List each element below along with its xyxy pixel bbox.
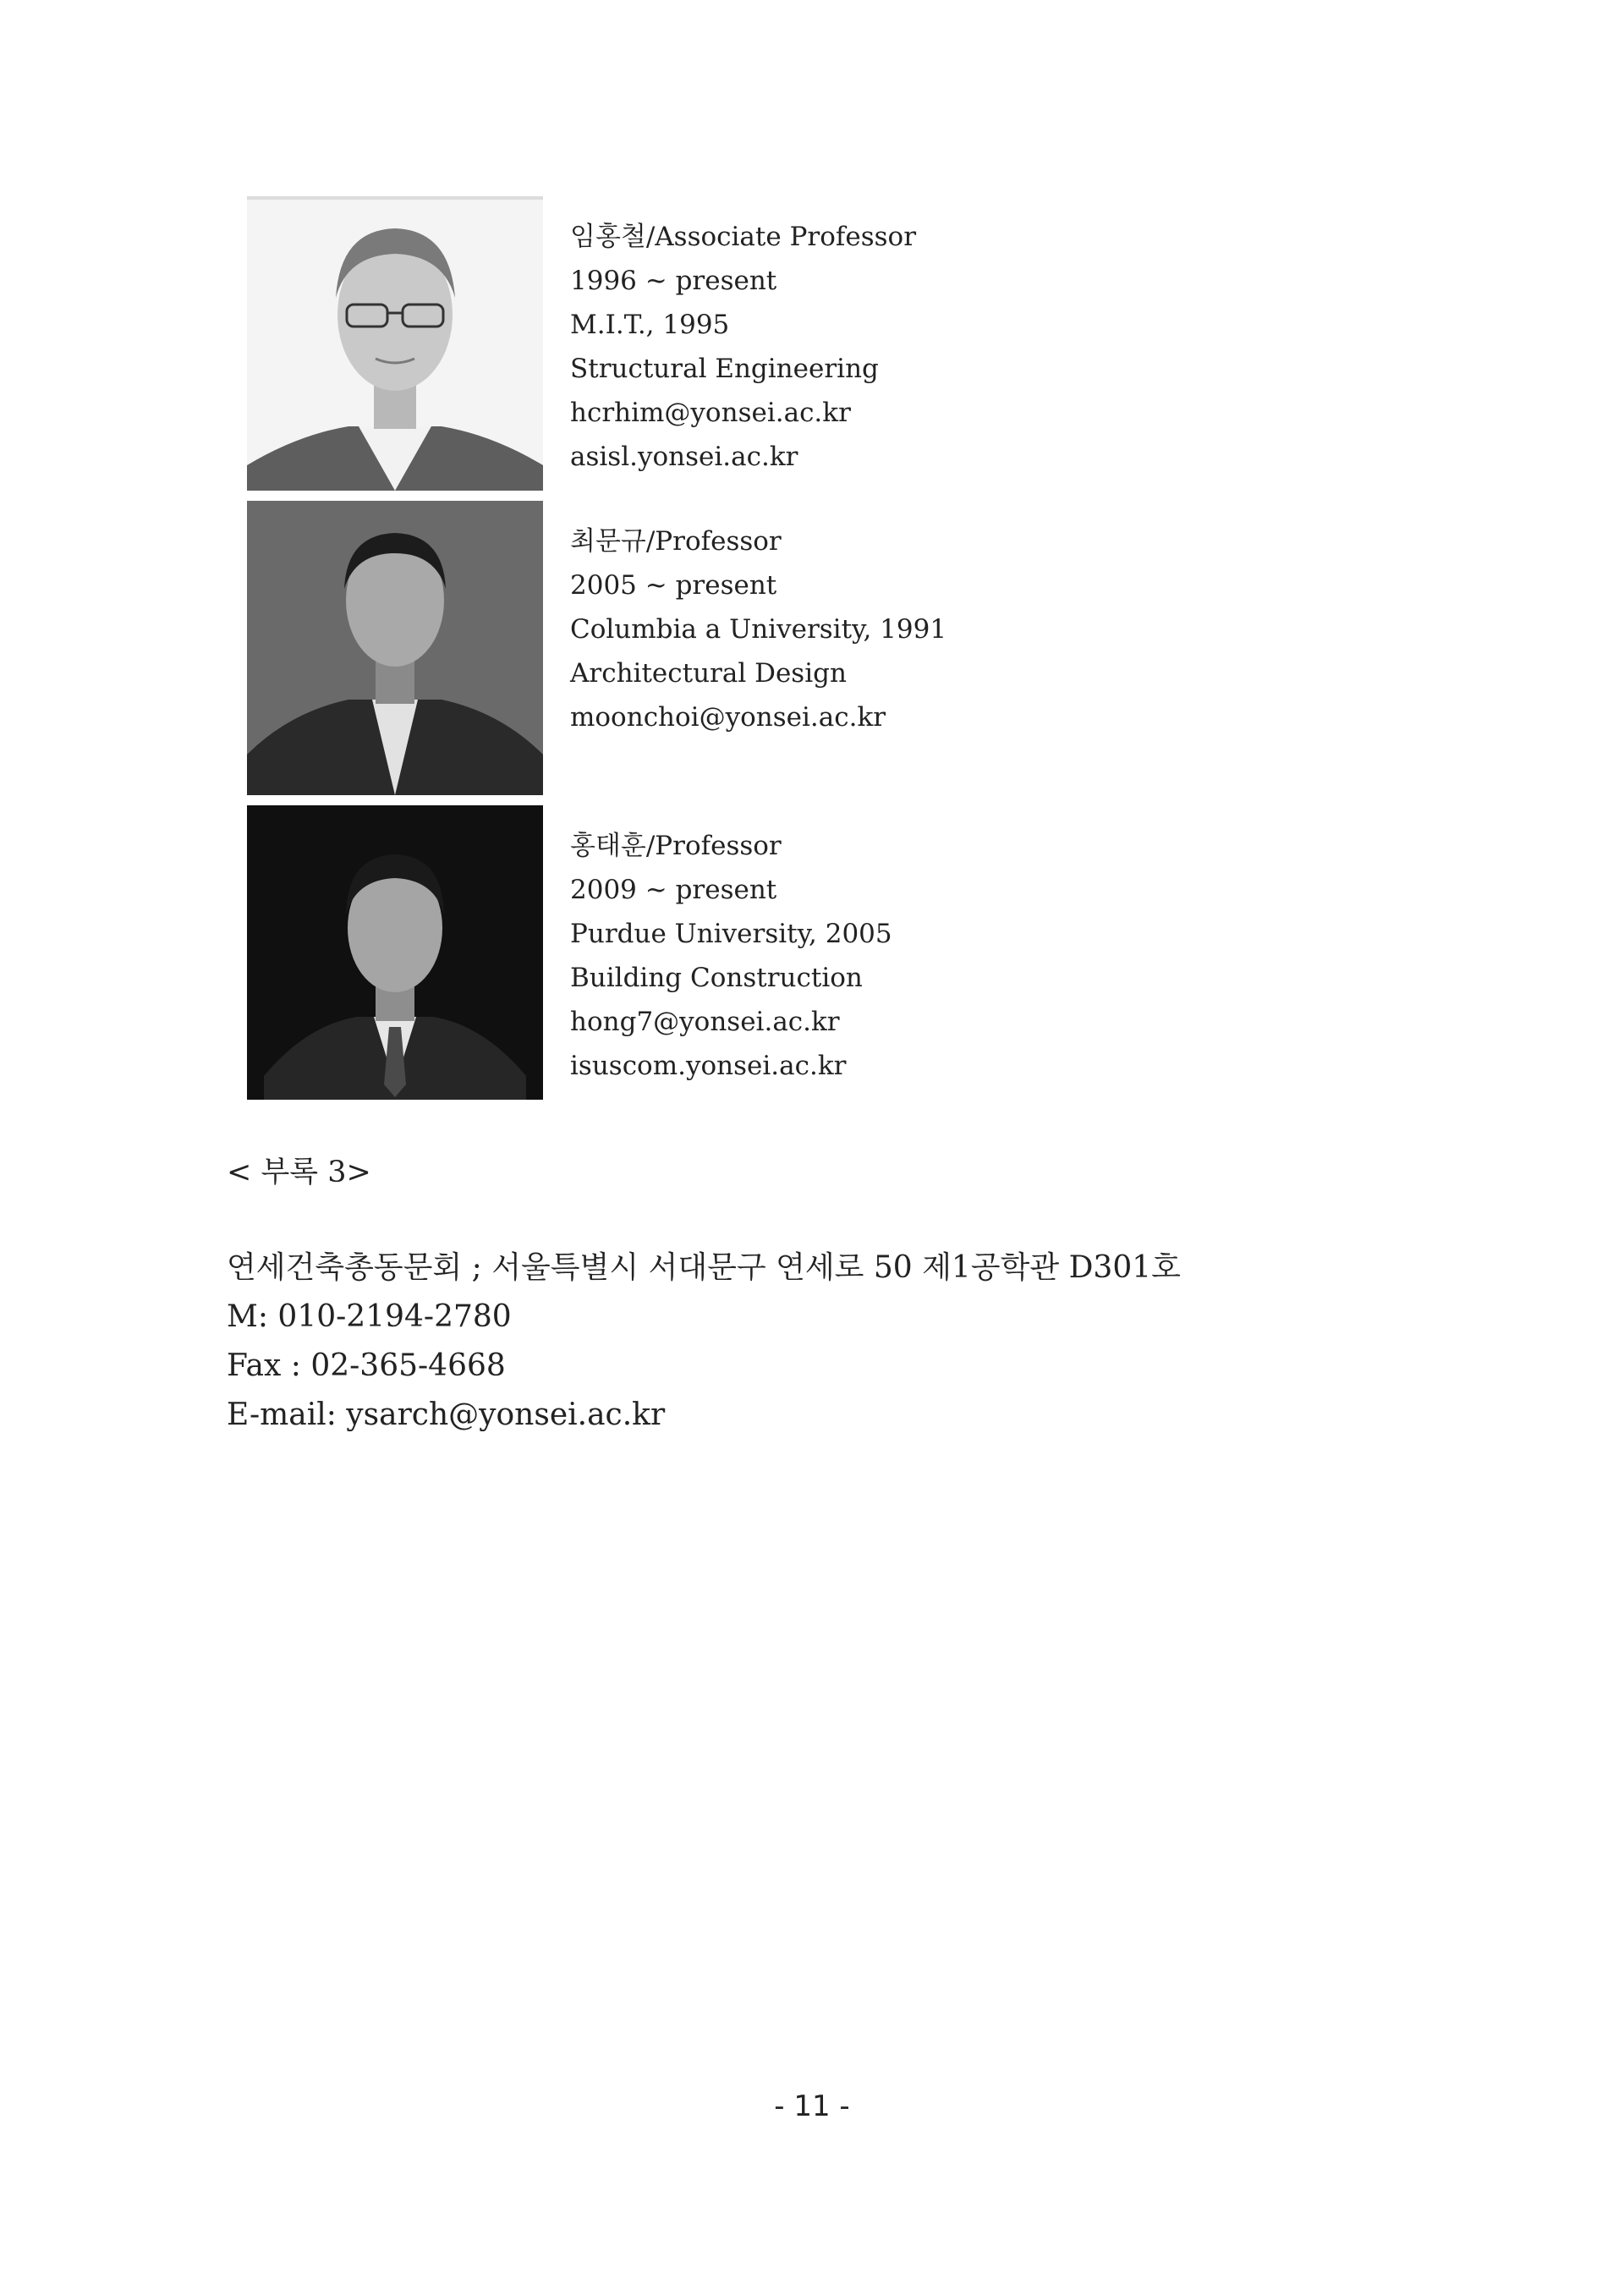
contact-email[interactable]: E-mail: ysarch@yonsei.ac.kr <box>227 1397 666 1432</box>
contact-address: 연세건축총동문회 ; 서울특별시 서대문구 연세로 50 제1공학관 D301호 <box>227 1250 1181 1285</box>
faculty-photo <box>247 805 543 1100</box>
faculty-entry <box>247 805 1431 1106</box>
faculty-period: 2009 ~ present <box>570 875 777 905</box>
page-number: - 11 - <box>774 2089 850 2123</box>
faculty-name-title: 최문규/Professor <box>570 526 782 557</box>
faculty-education: Purdue University, 2005 <box>570 919 892 949</box>
faculty-email[interactable]: hong7@yonsei.ac.kr <box>570 1007 840 1037</box>
faculty-website[interactable]: isuscom.yonsei.ac.kr <box>570 1051 847 1081</box>
faculty-field: Structural Engineering <box>570 354 879 384</box>
faculty-field: Building Construction <box>570 963 863 993</box>
faculty-period: 2005 ~ present <box>570 570 777 601</box>
faculty-education: Columbia a University, 1991 <box>570 614 947 645</box>
faculty-info <box>570 519 946 739</box>
faculty-photo <box>247 196 543 491</box>
faculty-name-title: 홍태훈/Professor <box>570 831 782 861</box>
faculty-period: 1996 ~ present <box>570 266 777 296</box>
alumni-contact <box>227 1244 1181 1440</box>
faculty-info <box>570 824 892 1088</box>
faculty-list <box>247 196 1431 1106</box>
contact-mobile: M: 010-2194-2780 <box>227 1299 512 1334</box>
faculty-entry <box>247 501 1431 802</box>
faculty-website[interactable]: asisl.yonsei.ac.kr <box>570 442 798 472</box>
faculty-entry <box>247 196 1431 497</box>
contact-fax: Fax : 02-365-4668 <box>227 1348 506 1383</box>
faculty-education: M.I.T., 1995 <box>570 310 730 340</box>
faculty-email[interactable]: moonchoi@yonsei.ac.kr <box>570 702 886 733</box>
faculty-field: Architectural Design <box>570 658 847 689</box>
appendix-title: < 부록 3> <box>227 1156 371 1189</box>
faculty-email[interactable]: hcrhim@yonsei.ac.kr <box>570 398 851 428</box>
faculty-info <box>570 215 916 479</box>
faculty-photo <box>247 501 543 795</box>
faculty-name-title: 임홍철/Associate Professor <box>570 222 917 252</box>
